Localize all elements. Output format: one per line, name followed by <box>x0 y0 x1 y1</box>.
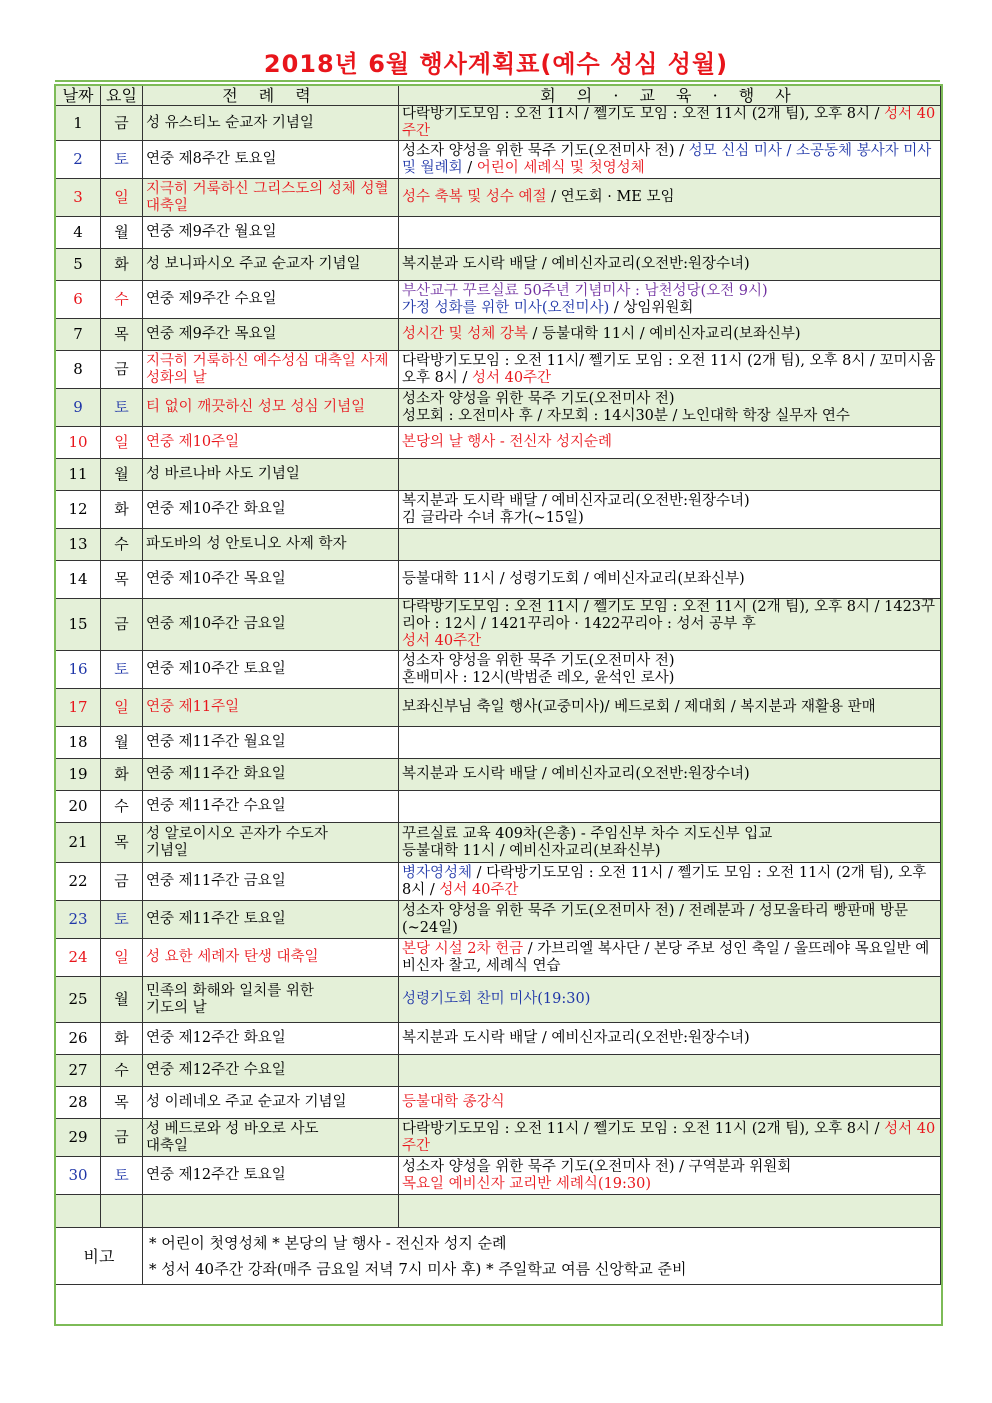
weekday-cell: 토 <box>101 389 143 427</box>
events-cell <box>399 1087 941 1119</box>
weekday-cell: 토 <box>101 141 143 179</box>
liturgy-cell <box>143 217 399 249</box>
event-text: 성모 신심 미사 / 소공동체 봉사자 미사 및 월례회 <box>402 142 932 176</box>
event-text: 다락방기도모임 : 오전 11시 / 쩰기도 모임 : 오전 11시 (2개 팀), 오후 8시 / 1423꾸리아 : 12시 / 1421꾸리아 · 1422꾸리아 : 성서 공부 후 <box>402 599 936 632</box>
table-row <box>56 217 941 249</box>
events-cell <box>399 389 941 427</box>
weekday-cell: 목 <box>101 319 143 351</box>
event-text: / 가브리엘 복사단 / 본당 주보 성인 축일 / 울뜨레야 목요일반 예비신자 찰고, 세례식 연습 <box>402 940 930 974</box>
events-cell <box>399 1023 941 1055</box>
event-text: 복지분과 도시락 배달 / 예비신자교리(오전반:원장수녀) <box>402 766 750 782</box>
liturgy-cell <box>143 1087 399 1119</box>
weekday-cell: 월 <box>101 459 143 491</box>
weekday-cell: 목 <box>101 823 143 863</box>
table-row <box>56 249 941 281</box>
event-text: 다락방기도모임 : 오전 11시 / 쩰기도 모임 : 오전 11시 (2개 팀), 오후 8시 / <box>402 106 885 122</box>
weekday-cell: 수 <box>101 1055 143 1087</box>
table-row <box>56 901 941 939</box>
liturgy-cell <box>143 106 399 141</box>
schedule-body <box>56 106 941 1195</box>
date-cell: 24 <box>56 939 101 977</box>
event-text: 보좌신부님 축일 행사(교중미사)/ 베드로회 / 제대회 / 복지분과 재활용 판매 <box>402 699 876 715</box>
event-text: 성서 40주간 <box>402 633 482 649</box>
events-cell <box>399 561 941 599</box>
date-cell: 11 <box>56 459 101 491</box>
notes-line-1: * 어린이 첫영성체 * 본당의 날 행사 - 전신자 성지 순례 <box>149 1234 507 1252</box>
table-row <box>56 459 941 491</box>
blank-cell <box>143 1195 399 1228</box>
liturgy-text: 연중 제11주간 토요일 <box>146 911 286 927</box>
weekday-cell: 화 <box>101 759 143 791</box>
weekday-cell: 월 <box>101 217 143 249</box>
liturgy-text: 성 알로이시오 곤자가 수도자 <box>146 825 328 842</box>
liturgy-text: 연중 제9주간 월요일 <box>146 224 277 240</box>
liturgy-cell <box>143 651 399 689</box>
table-row <box>56 977 941 1023</box>
event-text: 성서 40주간 <box>402 1120 936 1154</box>
notes-line-2: * 성서 40주간 강좌(매주 금요일 저녁 7시 미사 후) * 주일학교 여름 신앙학교 준비 <box>149 1260 687 1278</box>
title-divider <box>55 80 940 82</box>
table-row <box>56 561 941 599</box>
liturgy-text: 연중 제11주일 <box>146 699 240 715</box>
weekday-cell: 금 <box>101 351 143 389</box>
event-text: 가정 성화를 위한 미사(오전미사) <box>402 299 610 316</box>
events-cell <box>399 217 941 249</box>
events-cell <box>399 823 941 863</box>
liturgy-text: 연중 제9주간 목요일 <box>146 326 277 342</box>
date-cell: 27 <box>56 1055 101 1087</box>
date-cell: 13 <box>56 529 101 561</box>
liturgy-text: 성 베드로와 성 바오로 사도 <box>146 1120 319 1137</box>
events-cell <box>399 281 941 319</box>
liturgy-cell <box>143 823 399 863</box>
table-row <box>56 1023 941 1055</box>
event-text: / 연도회 · ME 모임 <box>546 189 675 205</box>
liturgy-text: 연중 제9주간 수요일 <box>146 291 277 307</box>
events-cell <box>399 319 941 351</box>
header-liturgy: 전 례 력 <box>143 85 399 106</box>
date-cell: 30 <box>56 1157 101 1195</box>
event-text: 등불대학 11시 / 예비신자교리(보좌신부) <box>402 842 661 859</box>
liturgy-cell <box>143 389 399 427</box>
events-cell <box>399 901 941 939</box>
event-text: / 상임위원회 <box>609 299 694 316</box>
date-cell: 14 <box>56 561 101 599</box>
liturgy-cell <box>143 977 399 1023</box>
liturgy-cell <box>143 727 399 759</box>
liturgy-text: 성 유스티노 순교자 기념일 <box>146 114 314 131</box>
liturgy-text: 연중 제11주간 화요일 <box>146 766 286 782</box>
weekday-cell: 일 <box>101 179 143 217</box>
weekday-cell: 토 <box>101 651 143 689</box>
event-text: 다락방기도모임 : 오전 11시 / 쩰기도 모임 : 오전 11시 (2개 팀), 오후 8시 / <box>402 1120 885 1137</box>
event-text: 본당의 날 행사 - 전신자 성지순례 <box>402 434 613 450</box>
date-cell: 10 <box>56 427 101 459</box>
event-text: 목요일 예비신자 교리반 세례식(19:30) <box>402 1175 652 1192</box>
date-cell: 18 <box>56 727 101 759</box>
liturgy-text: 성 요한 세례자 탄생 대축일 <box>146 949 319 965</box>
liturgy-cell <box>143 459 399 491</box>
table-row <box>56 281 941 319</box>
events-cell <box>399 977 941 1023</box>
events-cell <box>399 599 941 651</box>
table-row <box>56 759 941 791</box>
liturgy-text: 성 보니파시오 주교 순교자 기념일 <box>146 256 361 272</box>
table-row <box>56 427 941 459</box>
liturgy-text: 기도의 날 <box>146 999 207 1016</box>
table-row <box>56 351 941 389</box>
weekday-cell: 수 <box>101 281 143 319</box>
events-cell <box>399 427 941 459</box>
weekday-cell: 월 <box>101 977 143 1023</box>
notes-row <box>56 1228 941 1285</box>
liturgy-cell <box>143 863 399 901</box>
date-cell: 17 <box>56 689 101 727</box>
table-row <box>56 727 941 759</box>
date-cell: 20 <box>56 791 101 823</box>
event-text: 등불대학 11시 / 성령기도회 / 예비신자교리(보좌신부) <box>402 571 745 587</box>
events-cell <box>399 727 941 759</box>
weekday-cell: 수 <box>101 791 143 823</box>
events-cell <box>399 529 941 561</box>
liturgy-text: 성 이레네오 주교 순교자 기념일 <box>146 1094 347 1110</box>
liturgy-text: 연중 제11주간 월요일 <box>146 734 286 750</box>
date-cell: 21 <box>56 823 101 863</box>
header-weekday: 요일 <box>101 85 143 106</box>
liturgy-text: 기념일 <box>146 842 189 859</box>
event-text: 성령기도회 찬미 미사(19:30) <box>402 991 591 1007</box>
table-row <box>56 1157 941 1195</box>
events-cell <box>399 863 941 901</box>
event-text: 다락방기도모임 : 오전 11시/ 쩰기도 모임 : 오전 11시 (2개 팀), 오후 8시 / 꼬미시움 오후 8시 / <box>402 352 936 386</box>
events-cell <box>399 459 941 491</box>
date-cell: 16 <box>56 651 101 689</box>
events-cell <box>399 791 941 823</box>
date-cell: 15 <box>56 599 101 651</box>
liturgy-text: 연중 제11주간 금요일 <box>146 873 286 889</box>
event-text: 부산교구 꾸르실료 50주년 기념미사 : 남천성당(오전 9시) <box>402 282 768 299</box>
liturgy-text: 연중 제10주간 토요일 <box>146 661 286 677</box>
liturgy-text: 파도바의 성 안토니오 사제 학자 <box>146 536 347 552</box>
blank-cell <box>56 1195 101 1228</box>
date-cell: 5 <box>56 249 101 281</box>
date-cell: 7 <box>56 319 101 351</box>
date-cell: 3 <box>56 179 101 217</box>
event-text: 복지분과 도시락 배달 / 예비신자교리(오전반:원장수녀) <box>402 256 750 272</box>
table-row <box>56 1055 941 1087</box>
liturgy-cell <box>143 1119 399 1157</box>
events-cell <box>399 1055 941 1087</box>
blank-cell <box>399 1195 941 1228</box>
date-cell: 26 <box>56 1023 101 1055</box>
event-text: 병자영성체 <box>402 864 473 881</box>
date-cell: 6 <box>56 281 101 319</box>
liturgy-cell <box>143 179 399 217</box>
table-row <box>56 599 941 651</box>
date-cell: 23 <box>56 901 101 939</box>
schedule-table <box>55 84 941 1285</box>
event-text: 성소자 양성을 위한 묵주 기도(오전미사 전) / <box>402 142 689 159</box>
table-row <box>56 106 941 141</box>
liturgy-cell <box>143 281 399 319</box>
date-cell: 12 <box>56 491 101 529</box>
event-text: 등불대학 종강식 <box>402 1094 505 1110</box>
liturgy-cell <box>143 1157 399 1195</box>
header-date: 날짜 <box>56 85 101 106</box>
table-row <box>56 863 941 901</box>
event-text: / <box>462 159 477 176</box>
liturgy-text: 연중 제8주간 토요일 <box>146 151 277 167</box>
header-events: 회 의 · 교 육 · 행 사 <box>399 85 941 106</box>
date-cell: 9 <box>56 389 101 427</box>
liturgy-text: 성 바르나바 사도 기념일 <box>146 466 300 482</box>
events-cell <box>399 939 941 977</box>
weekday-cell: 토 <box>101 1157 143 1195</box>
liturgy-cell <box>143 901 399 939</box>
liturgy-cell <box>143 491 399 529</box>
liturgy-text: 티 없이 깨끗하신 성모 성심 기념일 <box>146 399 366 415</box>
weekday-cell: 금 <box>101 1119 143 1157</box>
table-header-row <box>56 85 941 106</box>
blank-row <box>56 1195 941 1228</box>
liturgy-text: 지극히 거룩하신 예수성심 대축일 사제 성화의 날 <box>146 352 389 386</box>
liturgy-cell <box>143 529 399 561</box>
table-row <box>56 179 941 217</box>
events-cell <box>399 491 941 529</box>
event-text: 복지분과 도시락 배달 / 예비신자교리(오전반:원장수녀) <box>402 492 750 509</box>
liturgy-text: 지극히 거룩하신 그리스도의 성체 성혈 대축일 <box>146 180 389 214</box>
weekday-cell: 목 <box>101 1087 143 1119</box>
liturgy-text: 연중 제10주일 <box>146 434 240 450</box>
date-cell: 1 <box>56 106 101 141</box>
liturgy-text: 연중 제12주간 화요일 <box>146 1030 286 1046</box>
liturgy-cell <box>143 759 399 791</box>
event-text: 성소자 양성을 위한 묵주 기도(오전미사 전) <box>402 390 675 407</box>
notes-label: 비고 <box>56 1228 143 1285</box>
events-cell <box>399 141 941 179</box>
liturgy-text: 연중 제12주간 수요일 <box>146 1062 286 1078</box>
weekday-cell: 금 <box>101 863 143 901</box>
table-row <box>56 651 941 689</box>
liturgy-cell <box>143 351 399 389</box>
liturgy-cell <box>143 1023 399 1055</box>
page-title: 2018년 6월 행사계획표(예수 성심 성월) <box>263 50 729 78</box>
liturgy-cell <box>143 249 399 281</box>
liturgy-cell <box>143 689 399 727</box>
table-row <box>56 689 941 727</box>
liturgy-text: 연중 제10주간 화요일 <box>146 501 286 517</box>
date-cell: 2 <box>56 141 101 179</box>
event-text: 본당 시설 2차 헌금 <box>402 940 524 957</box>
blank-cell <box>101 1195 143 1228</box>
liturgy-text: 연중 제11주간 수요일 <box>146 798 286 814</box>
weekday-cell: 목 <box>101 561 143 599</box>
table-row <box>56 823 941 863</box>
notes-content <box>143 1228 941 1285</box>
date-cell: 19 <box>56 759 101 791</box>
weekday-cell: 월 <box>101 727 143 759</box>
liturgy-text: 대축일 <box>146 1137 189 1154</box>
events-cell <box>399 1157 941 1195</box>
liturgy-cell <box>143 791 399 823</box>
liturgy-cell <box>143 561 399 599</box>
event-text: / 다락방기도모임 : 오전 11시 / 쩰기도 모임 : 오전 11시 (2개 팀), 오후 8시 / <box>402 864 927 898</box>
event-text: 복지분과 도시락 배달 / 예비신자교리(오전반:원장수녀) <box>402 1030 750 1046</box>
table-row <box>56 1087 941 1119</box>
event-text: 성서 40주간 <box>439 881 519 898</box>
weekday-cell: 수 <box>101 529 143 561</box>
date-cell: 4 <box>56 217 101 249</box>
events-cell <box>399 1119 941 1157</box>
table-row <box>56 389 941 427</box>
liturgy-text: 연중 제10주간 금요일 <box>146 616 286 632</box>
weekday-cell: 일 <box>101 939 143 977</box>
table-row <box>56 791 941 823</box>
weekday-cell: 토 <box>101 901 143 939</box>
liturgy-cell <box>143 427 399 459</box>
events-cell <box>399 249 941 281</box>
table-row <box>56 529 941 561</box>
weekday-cell: 금 <box>101 599 143 651</box>
events-cell <box>399 351 941 389</box>
table-row <box>56 319 941 351</box>
liturgy-cell <box>143 1055 399 1087</box>
weekday-cell: 일 <box>101 689 143 727</box>
events-cell <box>399 651 941 689</box>
weekday-cell: 화 <box>101 491 143 529</box>
liturgy-text: 연중 제10주간 목요일 <box>146 571 286 587</box>
date-cell: 22 <box>56 863 101 901</box>
event-text: 성소자 양성을 위한 묵주 기도(오전미사 전) <box>402 652 675 669</box>
liturgy-cell <box>143 319 399 351</box>
table-row <box>56 491 941 529</box>
weekday-cell: 화 <box>101 249 143 281</box>
event-text: 성소자 양성을 위한 묵주 기도(오전미사 전) / 전례분과 / 성모울타리 빵판매 방문(~24일) <box>402 902 908 936</box>
table-row <box>56 939 941 977</box>
weekday-cell: 금 <box>101 106 143 141</box>
event-text: 성서 40주간 <box>471 369 552 386</box>
liturgy-cell <box>143 939 399 977</box>
weekday-cell: 일 <box>101 427 143 459</box>
date-cell: 29 <box>56 1119 101 1157</box>
date-cell: 28 <box>56 1087 101 1119</box>
table-row <box>56 1119 941 1157</box>
liturgy-cell <box>143 599 399 651</box>
liturgy-text: 민족의 화해와 일치를 위한 <box>146 982 314 999</box>
events-cell <box>399 179 941 217</box>
event-text: 꾸르실료 교육 409차(은총) - 주임신부 차수 지도신부 입교 <box>402 825 773 842</box>
date-cell: 25 <box>56 977 101 1023</box>
event-text: 어린이 세례식 및 첫영성체 <box>476 159 645 176</box>
event-text: 성서 40주간 <box>402 106 936 139</box>
event-text: 성수 축복 및 성수 예절 <box>402 189 547 205</box>
liturgy-cell <box>143 141 399 179</box>
date-cell: 8 <box>56 351 101 389</box>
event-text: 성시간 및 성체 강복 <box>402 326 528 342</box>
events-cell <box>399 759 941 791</box>
events-cell <box>399 106 941 141</box>
event-text: 혼배미사 : 12시(박범준 레오, 윤석인 로사) <box>402 669 675 686</box>
liturgy-text: 연중 제12주간 토요일 <box>146 1167 286 1183</box>
event-text: 김 글라라 수녀 휴가(~15일) <box>402 509 584 526</box>
event-text: 성소자 양성을 위한 묵주 기도(오전미사 전) / 구역분과 위원회 <box>402 1158 792 1175</box>
weekday-cell: 화 <box>101 1023 143 1055</box>
event-text: 성모회 : 오전미사 후 / 자모회 : 14시30분 / 노인대학 학장 실무자 연수 <box>402 407 850 424</box>
table-row <box>56 141 941 179</box>
event-text: / 등불대학 11시 / 예비신자교리(보좌신부) <box>527 326 801 342</box>
events-cell <box>399 689 941 727</box>
